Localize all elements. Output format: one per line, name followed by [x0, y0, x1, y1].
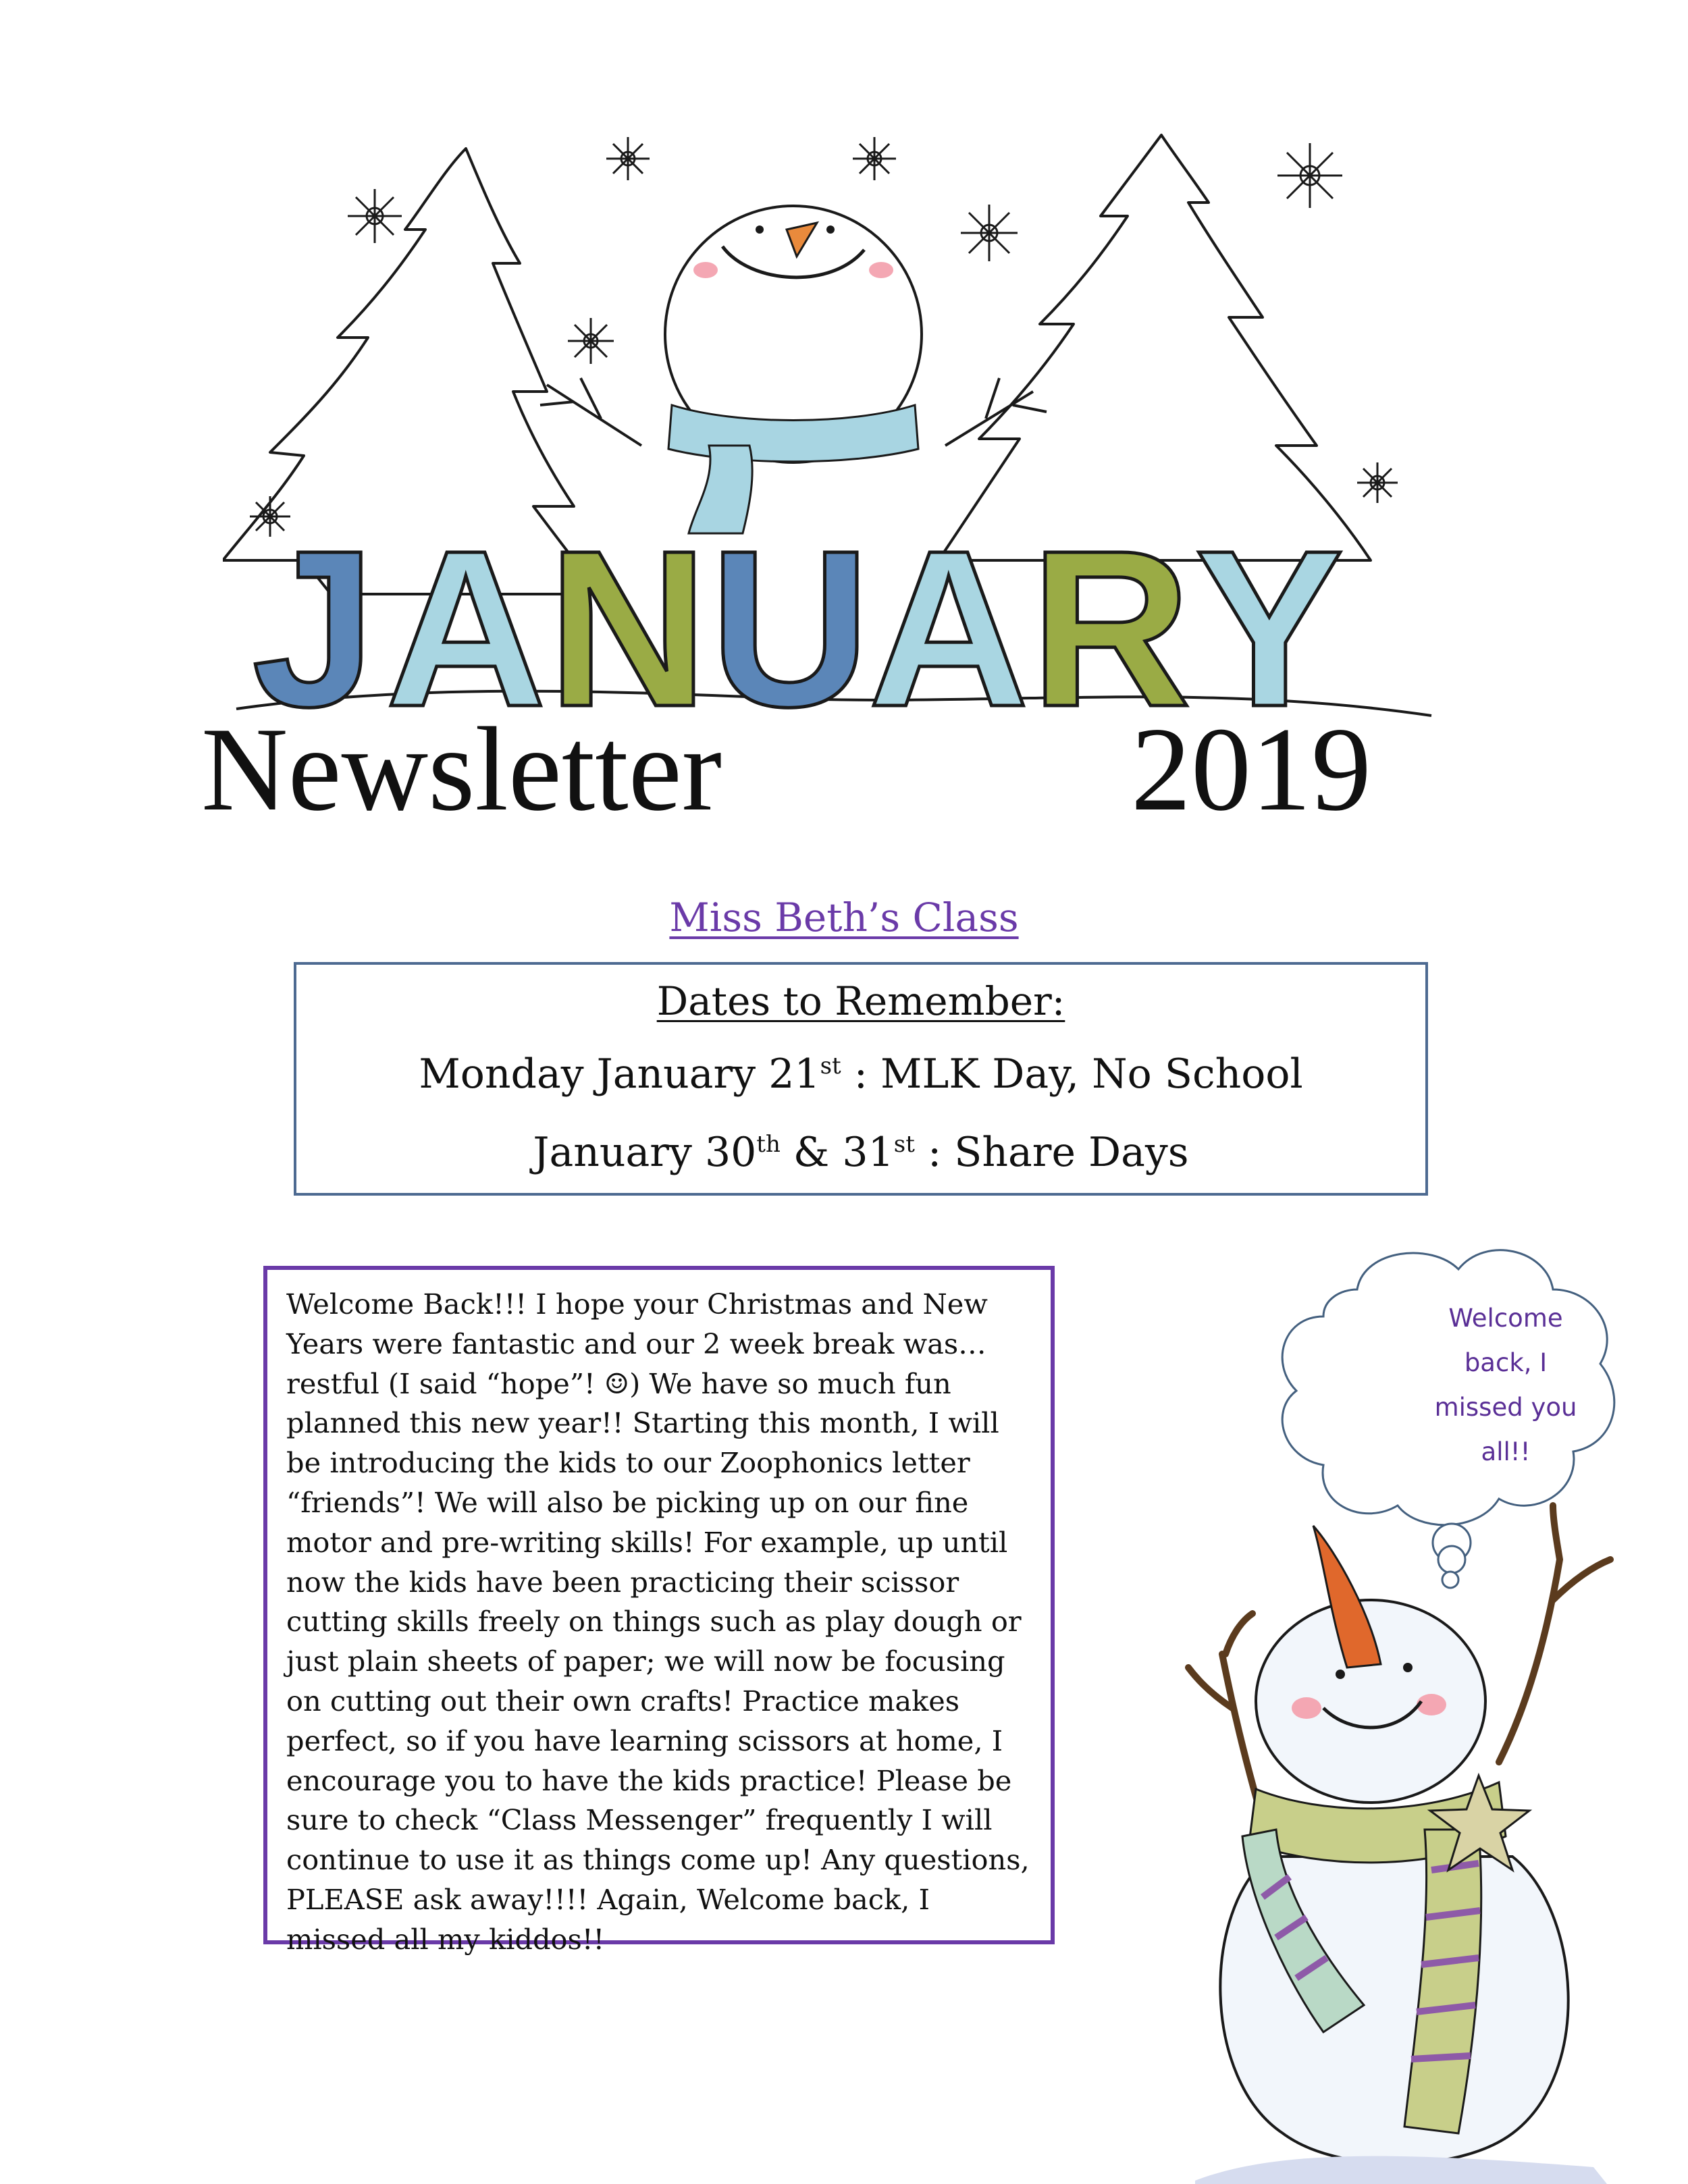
snow-ground	[1195, 2156, 1607, 2184]
left-arm-branch	[540, 378, 641, 446]
welcome-message-box	[263, 1266, 1055, 1956]
right-arm-branch	[1499, 1506, 1610, 1762]
newsletter-year: 2019	[1131, 702, 1371, 836]
svg-text:R: R	[1030, 504, 1192, 722]
dates-heading: Dates to Remember:	[656, 978, 1065, 1024]
welcome-message: Welcome Back!!! I hope your Christmas and New Years were fantastic and our 2 week break was…restful (I said “hope”! ☺) We have so much fun planned this new year!! Starting this month, I will be introducing the kids to our Zoophonics letter “friends”! We will also be picking up on our fine motor and pre-writing skills! For example, up until now the kids have been practicing their scissor cutting skills freely on things such as play dough or just plain sheets of paper; we will now be focusing on cutting out their own crafts! Practice makes perfect, so if you have learning scissors at home, I encourage you to have the kids practice! Please be sure to check “Class Messenger” frequently I will continue to use it as things come up! Any questions, PLEASE ask away!!!! Again, Welcome back, I missed all my kiddos!!	[286, 1287, 1030, 1956]
svg-text:Y: Y	[1194, 504, 1344, 722]
thought-bubble-text: Welcome back, I missed you all!!	[1434, 1304, 1577, 1466]
date-item-mlk: Monday January 21st : MLK Day, No School	[419, 1050, 1303, 1098]
class-name-heading: Miss Beth’s Class	[669, 895, 1019, 940]
right-pine-tree	[939, 135, 1371, 560]
right-arm-branch	[945, 378, 1047, 446]
svg-text:U: U	[709, 504, 871, 722]
svg-text:A: A	[868, 504, 1030, 722]
svg-text:J: J	[252, 504, 376, 722]
date-item-share-days: January 30th & 31st : Share Days	[533, 1129, 1189, 1176]
svg-text:N: N	[547, 504, 709, 722]
month-title	[243, 500, 1404, 722]
dates-to-remember-box	[294, 962, 1428, 1196]
svg-text:A: A	[385, 504, 547, 722]
newsletter-title: Newsletter	[201, 702, 722, 836]
snowman-head-icon	[665, 206, 922, 533]
